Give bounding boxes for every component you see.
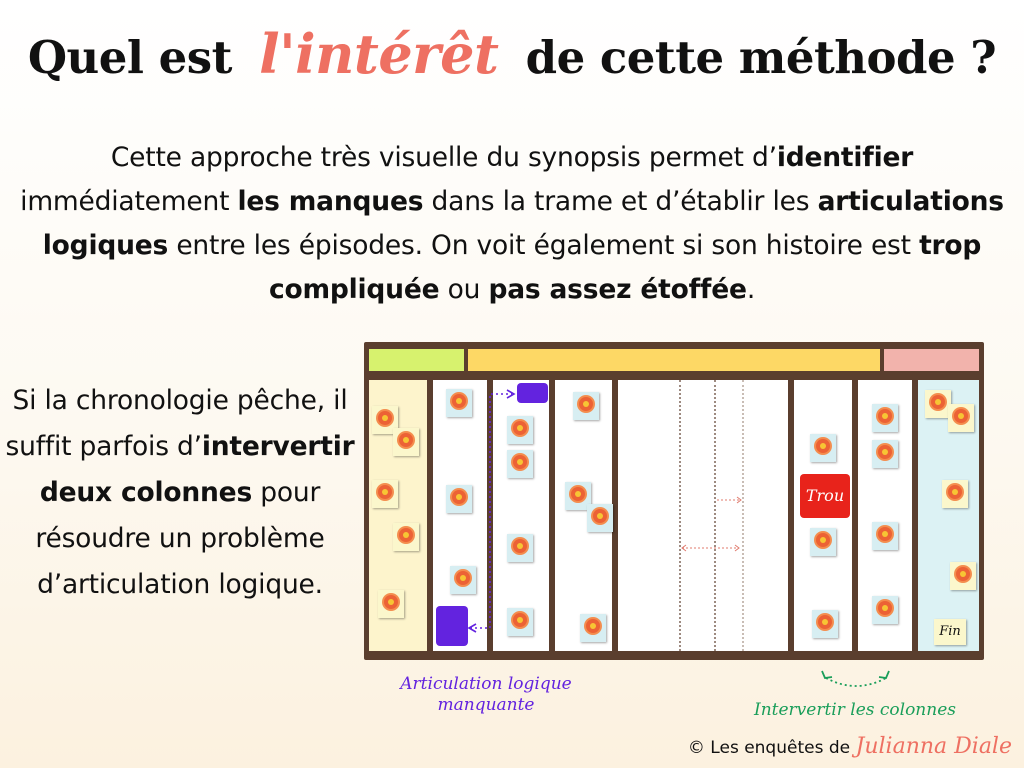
author-name: Julianna Diale bbox=[855, 734, 1012, 759]
side-bold: intervertir deux colonnes bbox=[39, 431, 355, 508]
intro-bold: les manques bbox=[237, 186, 424, 217]
sticky-note bbox=[393, 428, 419, 456]
sticky-note bbox=[872, 440, 898, 468]
band-middle bbox=[468, 349, 880, 371]
caption-missing: Articulation logique manquante bbox=[400, 674, 572, 715]
sticky-note bbox=[507, 416, 533, 444]
title-after: de cette méthode ? bbox=[525, 31, 997, 84]
band-end bbox=[884, 349, 979, 371]
intro-text: dans la trame et d’établir les bbox=[423, 186, 818, 217]
purple-card-bottom bbox=[436, 606, 468, 646]
purple-card-top bbox=[517, 383, 548, 403]
trou-card: Trou bbox=[800, 474, 850, 518]
swap-arrowhead bbox=[822, 671, 832, 678]
intro-text: . bbox=[746, 274, 756, 305]
intro-text: entre les épisodes. On voit également si son histoire est bbox=[168, 230, 920, 261]
side-text: pour résoudre un problème d’articulation logique. bbox=[35, 477, 325, 600]
synopsis-board bbox=[364, 342, 984, 660]
sticky-note bbox=[507, 450, 533, 478]
side-text: Si la chronologie pêche, il suffit parfois d’ bbox=[5, 385, 348, 462]
copyright bbox=[688, 734, 1012, 759]
band-start bbox=[369, 349, 464, 371]
intro-bold: identifier bbox=[776, 142, 914, 173]
sticky-note bbox=[872, 404, 898, 432]
sticky-note bbox=[507, 608, 533, 636]
sticky-note bbox=[810, 528, 836, 556]
fin-card: Fin bbox=[934, 619, 966, 645]
sticky-note bbox=[812, 610, 838, 638]
sticky-note bbox=[872, 596, 898, 624]
column-5 bbox=[618, 380, 788, 651]
sticky-note bbox=[810, 434, 836, 462]
sticky-note bbox=[580, 614, 606, 642]
sticky-note bbox=[942, 480, 968, 508]
intro-bold: trop compliquée bbox=[268, 230, 982, 305]
sticky-note bbox=[948, 404, 974, 432]
sticky-note bbox=[378, 590, 404, 618]
title-before: Quel est bbox=[27, 31, 232, 84]
title-highlight: l'intérêt bbox=[259, 22, 499, 86]
sticky-note bbox=[446, 485, 472, 513]
sticky-note bbox=[393, 523, 419, 551]
sticky-note bbox=[872, 522, 898, 550]
copyright-text: © Les enquêtes de bbox=[687, 738, 851, 758]
dotted-guide bbox=[714, 380, 716, 651]
swap-arrowhead bbox=[879, 671, 889, 678]
sticky-note bbox=[450, 566, 476, 594]
dotted-guide bbox=[742, 380, 744, 651]
sticky-note bbox=[507, 534, 533, 562]
sticky-note bbox=[446, 389, 472, 417]
dotted-guide bbox=[679, 380, 681, 651]
intro-bold: pas assez étoffée bbox=[488, 274, 747, 305]
page-title bbox=[0, 22, 1024, 86]
sticky-note bbox=[372, 480, 398, 508]
side-paragraph bbox=[4, 378, 356, 608]
intro-text: Cette approche très visuelle du synopsis permet d’ bbox=[110, 142, 777, 173]
caption-swap: Intervertir les colonnes bbox=[753, 700, 956, 720]
intro-text: ou bbox=[439, 274, 489, 305]
swap-arrow bbox=[826, 678, 886, 686]
sticky-note bbox=[573, 392, 599, 420]
intro-paragraph bbox=[14, 136, 1010, 312]
sticky-note bbox=[587, 504, 613, 532]
intro-text: immédiatement bbox=[20, 186, 238, 217]
intro-bold: articulations logiques bbox=[42, 186, 1004, 261]
sticky-note bbox=[950, 562, 976, 590]
